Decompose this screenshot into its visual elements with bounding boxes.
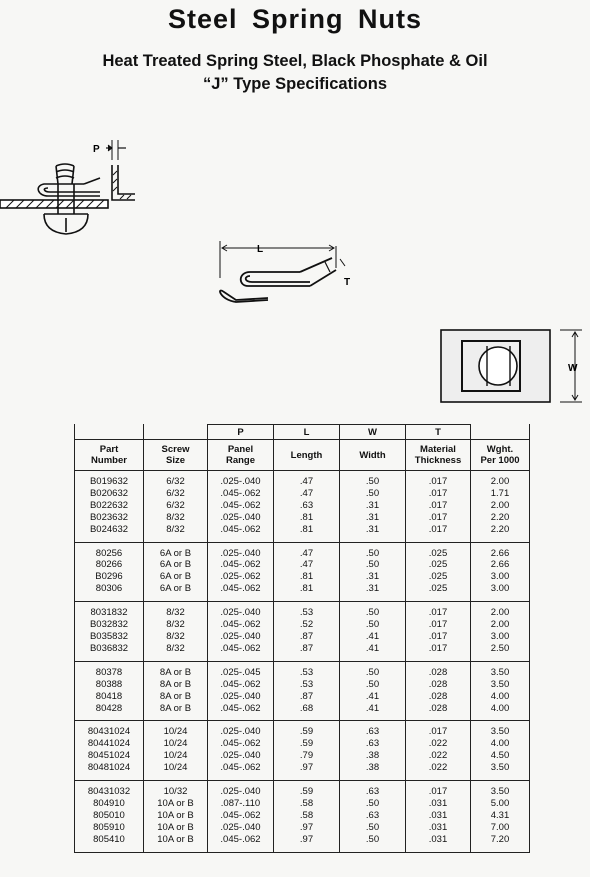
table-value: .028 [428, 690, 448, 702]
table-value: .025-.040 [220, 786, 261, 798]
table-value: .025-.040 [220, 607, 261, 619]
cell-panel-range [208, 471, 274, 543]
table-value: .52 [299, 619, 314, 631]
j-nut-side-figure [220, 241, 345, 302]
header-line: Width [359, 449, 386, 461]
table-value: B036832 [89, 642, 129, 654]
cell-width [340, 471, 406, 543]
dimension-label-l: L [257, 244, 264, 255]
header-line: Screw [161, 444, 190, 455]
cell-screw-size [144, 542, 208, 602]
cell-screw-size [144, 471, 208, 543]
table-value: .045-.062 [220, 762, 261, 774]
table-value: 10A or B [157, 821, 194, 833]
table-value: 6/32 [166, 487, 185, 499]
cell-weight-per-1000 [471, 721, 530, 781]
table-value: 80388 [95, 678, 123, 690]
table-value: .031 [428, 821, 448, 833]
table-value: .028 [428, 702, 448, 714]
table-value: 80378 [95, 666, 123, 678]
header-width [340, 440, 406, 471]
cell-part-number [75, 721, 144, 781]
table-value: .045-.062 [220, 487, 261, 499]
cell-material-thickness [406, 602, 471, 662]
table-value: 80306 [95, 583, 123, 595]
table-value: .045-.062 [220, 499, 261, 511]
table-value: 10A or B [157, 809, 194, 821]
table-value: B020632 [89, 487, 129, 499]
table-value: .50 [365, 797, 380, 809]
table-value: 4.31 [490, 809, 510, 821]
table-value: .53 [299, 607, 314, 619]
table-value: .81 [299, 571, 314, 583]
table-value: 80431024 [87, 726, 131, 738]
table-value: .025-.045 [220, 666, 261, 678]
table-value: 4.00 [490, 738, 510, 750]
table-value: .59 [299, 738, 314, 750]
table-value: .63 [365, 726, 380, 738]
table-value: 8A or B [159, 702, 192, 714]
table-value: .63 [365, 809, 380, 821]
table-value: .025-.040 [220, 630, 261, 642]
dim-header-weight-per-1000 [471, 425, 530, 440]
header-panel-range [208, 440, 274, 471]
dim-header-width: W [340, 425, 406, 440]
cell-panel-range [208, 781, 274, 853]
table-value: B019632 [89, 476, 129, 487]
table-value: 80441024 [87, 738, 131, 750]
cell-panel-range [208, 542, 274, 602]
table-value: 8A or B [159, 678, 192, 690]
table-value: 8A or B [159, 666, 192, 678]
table-value: 2.20 [490, 523, 510, 535]
table-value: .50 [365, 833, 380, 845]
table-value: .50 [365, 666, 380, 678]
header-line: Number [91, 455, 127, 466]
table-value: 3.50 [490, 666, 510, 678]
table-value: .031 [428, 797, 448, 809]
table-value: .31 [365, 499, 380, 511]
table-value: .47 [299, 487, 314, 499]
table-value: .53 [299, 678, 314, 690]
table-value: .022 [428, 762, 448, 774]
table-value: 805410 [93, 833, 125, 845]
cell-screw-size [144, 602, 208, 662]
cell-length [274, 542, 340, 602]
table-value: B0296 [95, 571, 123, 583]
table-value: B035832 [89, 630, 129, 642]
table-value: .50 [365, 821, 380, 833]
table-value: 3.50 [490, 786, 510, 798]
table-value: .97 [299, 833, 314, 845]
table-value: 805010 [93, 809, 125, 821]
table-value: 3.00 [490, 630, 510, 642]
table-value: .53 [299, 666, 314, 678]
table-value: .025-.062 [220, 571, 261, 583]
table-value: 80418 [95, 690, 123, 702]
nut-top-view-figure [441, 330, 582, 402]
table-value: .50 [365, 607, 380, 619]
dim-header-part-number [75, 425, 144, 440]
dim-header-length: L [274, 425, 340, 440]
table-value: .031 [428, 833, 448, 845]
cell-weight-per-1000 [471, 542, 530, 602]
table-value: .59 [299, 786, 314, 798]
technical-figures [0, 0, 590, 420]
table-value: .81 [299, 583, 314, 595]
header-line: Part [99, 444, 119, 455]
table-value: 10/24 [163, 726, 188, 738]
table-value: 2.66 [490, 547, 510, 559]
header-part-number [75, 440, 144, 471]
table-value: 7.00 [490, 821, 510, 833]
header-line: Per 1000 [480, 455, 520, 466]
table-value: .31 [365, 571, 380, 583]
table-value: 6A or B [159, 571, 192, 583]
table-value: .025-.040 [220, 726, 261, 738]
table-value: 1.71 [490, 487, 510, 499]
table-value: .087-.110 [220, 797, 261, 809]
table-value: .47 [299, 559, 314, 571]
table-value: 10A or B [157, 797, 194, 809]
cell-weight-per-1000 [471, 471, 530, 543]
table-value: 80451024 [87, 750, 131, 762]
cell-panel-range [208, 721, 274, 781]
header-weight-per-1000 [471, 440, 530, 471]
table-value: 3.00 [490, 583, 510, 595]
table-value: .41 [365, 690, 380, 702]
table-value: .31 [365, 523, 380, 535]
cell-width [340, 661, 406, 721]
table-value: 8/32 [166, 511, 185, 523]
cell-part-number [75, 661, 144, 721]
table-value: 8/32 [166, 619, 185, 631]
cell-length [274, 661, 340, 721]
table-value: 6A or B [159, 583, 192, 595]
table-row-group [75, 721, 530, 781]
table-value: .031 [428, 809, 448, 821]
cell-weight-per-1000 [471, 602, 530, 662]
table-value: .022 [428, 738, 448, 750]
table-value: .87 [299, 690, 314, 702]
table-value: .022 [428, 750, 448, 762]
table-value: .63 [299, 499, 314, 511]
table-value: 2.00 [490, 619, 510, 631]
cell-length [274, 721, 340, 781]
table-value: .58 [299, 797, 314, 809]
cell-length [274, 471, 340, 543]
table-value: B022632 [89, 499, 129, 511]
cell-screw-size [144, 661, 208, 721]
cell-width [340, 781, 406, 853]
table-value: 2.20 [490, 511, 510, 523]
table-value: .50 [365, 559, 380, 571]
table-value: .97 [299, 762, 314, 774]
table-value: 2.50 [490, 642, 510, 654]
header-screw-size [144, 440, 208, 471]
header-line: Range [225, 455, 256, 466]
table-value: .63 [365, 738, 380, 750]
table-value: 10/24 [163, 750, 188, 762]
table-value: .017 [428, 499, 448, 511]
table-value: 3.50 [490, 726, 510, 738]
cell-panel-range [208, 602, 274, 662]
cell-width [340, 542, 406, 602]
table-value: .045-.062 [220, 833, 261, 845]
cell-width [340, 602, 406, 662]
cell-part-number [75, 781, 144, 853]
cell-part-number [75, 542, 144, 602]
page-title: Steel Spring Nuts [167, 4, 423, 34]
table-value: 2.66 [490, 559, 510, 571]
table-value: 4.00 [490, 690, 510, 702]
table-value: .79 [299, 750, 314, 762]
header-line: Material [420, 444, 456, 455]
cell-screw-size [144, 781, 208, 853]
table-value: .017 [428, 786, 448, 798]
installed-nut-figure [0, 140, 135, 234]
table-value: 6/32 [166, 499, 185, 511]
cell-screw-size [144, 721, 208, 781]
table-value: B024632 [89, 523, 129, 535]
table-value: .81 [299, 523, 314, 535]
table-value: 6/32 [166, 476, 185, 487]
spec-table [74, 424, 530, 853]
table-value: .028 [428, 678, 448, 690]
table-value: 80256 [95, 547, 123, 559]
table-value: .38 [365, 750, 380, 762]
table-value: 2.00 [490, 499, 510, 511]
header-line: Wght. [486, 444, 514, 455]
table-value: .025 [428, 559, 448, 571]
table-value: .50 [365, 547, 380, 559]
table-row-group [75, 542, 530, 602]
table-value: .38 [365, 762, 380, 774]
table-value: 2.00 [490, 607, 510, 619]
table-value: .017 [428, 511, 448, 523]
table-value: .41 [365, 630, 380, 642]
table-row-group [75, 661, 530, 721]
table-value: .41 [365, 702, 380, 714]
table-value: .50 [365, 678, 380, 690]
subtitle-material: Heat Treated Spring Steel, Black Phosphate & Oil [102, 52, 488, 70]
table-value: .58 [299, 809, 314, 821]
table-value: 80481024 [87, 762, 131, 774]
table-value: .017 [428, 476, 448, 487]
table-value: 10A or B [157, 833, 194, 845]
table-value: 8/32 [166, 523, 185, 535]
table-value: 804910 [93, 797, 125, 809]
cell-material-thickness [406, 661, 471, 721]
cell-material-thickness [406, 542, 471, 602]
table-value: 10/24 [163, 738, 188, 750]
table-value: 10/32 [163, 786, 188, 798]
table-value: .68 [299, 702, 314, 714]
table-value: .017 [428, 487, 448, 499]
table-value: 6A or B [159, 559, 192, 571]
table-value: 8/32 [166, 630, 185, 642]
header-material-thickness [406, 440, 471, 471]
table-value: .31 [365, 583, 380, 595]
table-value: .025-.040 [220, 547, 261, 559]
table-value: 6A or B [159, 547, 192, 559]
table-value: .017 [428, 726, 448, 738]
table-value: 80428 [95, 702, 123, 714]
table-value: .045-.062 [220, 523, 261, 535]
cell-length [274, 781, 340, 853]
table-value: .025-.040 [220, 821, 261, 833]
table-value: .47 [299, 547, 314, 559]
table-value: .017 [428, 642, 448, 654]
table-value: 3.50 [490, 762, 510, 774]
dim-header-screw-size [144, 425, 208, 440]
table-value: .47 [299, 476, 314, 487]
dim-header-material-thickness: T [406, 425, 471, 440]
spec-table-container [74, 424, 529, 853]
table-value: 3.50 [490, 678, 510, 690]
table-value: .045-.062 [220, 678, 261, 690]
table-value: .045-.062 [220, 702, 261, 714]
table-value: .045-.062 [220, 619, 261, 631]
cell-weight-per-1000 [471, 781, 530, 853]
table-value: .025-.040 [220, 690, 261, 702]
header-line: Size [165, 455, 185, 466]
table-value: 5.00 [490, 797, 510, 809]
table-value: .017 [428, 607, 448, 619]
table-value: .045-.062 [220, 559, 261, 571]
table-value: .50 [365, 476, 380, 487]
table-row-group [75, 781, 530, 853]
cell-material-thickness [406, 471, 471, 543]
cell-panel-range [208, 661, 274, 721]
table-value: 2.00 [490, 476, 510, 487]
table-value: .81 [299, 511, 314, 523]
table-value: .50 [365, 487, 380, 499]
table-value: .045-.062 [220, 583, 261, 595]
table-value: 3.00 [490, 571, 510, 583]
table-value: .025-.040 [220, 750, 261, 762]
dimension-label-w: W [568, 363, 578, 374]
column-header-row [75, 440, 530, 471]
dim-header-panel-range: P [208, 425, 274, 440]
table-value: 8/32 [166, 607, 185, 619]
table-value: 8A or B [159, 690, 192, 702]
table-value: .50 [365, 619, 380, 631]
table-value: 7.20 [490, 833, 510, 845]
cell-weight-per-1000 [471, 661, 530, 721]
table-value: .017 [428, 619, 448, 631]
table-value: 4.50 [490, 750, 510, 762]
table-value: .025 [428, 547, 448, 559]
dimension-label-t: T [344, 277, 351, 288]
cell-length [274, 602, 340, 662]
table-row-group [75, 602, 530, 662]
table-value: .017 [428, 523, 448, 535]
table-value: .97 [299, 821, 314, 833]
dimension-label-p: P [93, 144, 100, 155]
subtitle-type: “J” Type Specifications [203, 75, 387, 93]
header-line: Length [290, 449, 323, 461]
table-value: 80266 [95, 559, 123, 571]
table-value: B023632 [89, 511, 129, 523]
table-value: .028 [428, 666, 448, 678]
table-value: .63 [365, 786, 380, 798]
table-value: 8031832 [90, 607, 128, 619]
cell-part-number [75, 602, 144, 662]
cell-width [340, 721, 406, 781]
table-value: .31 [365, 511, 380, 523]
header-line: Panel [227, 444, 254, 455]
table-value: .045-.062 [220, 642, 261, 654]
cell-part-number [75, 471, 144, 543]
table-value: .045-.062 [220, 809, 261, 821]
table-value: B032832 [89, 619, 129, 631]
table-value: .025-.040 [220, 476, 261, 487]
table-value: .87 [299, 642, 314, 654]
table-value: .87 [299, 630, 314, 642]
cell-material-thickness [406, 781, 471, 853]
table-value: .025-.040 [220, 511, 261, 523]
header-line: Thickness [414, 455, 462, 466]
table-value: 10/24 [163, 762, 188, 774]
cell-material-thickness [406, 721, 471, 781]
table-value: .59 [299, 726, 314, 738]
table-value: 80431032 [87, 786, 131, 798]
table-value: 805910 [93, 821, 125, 833]
table-value: .025 [428, 583, 448, 595]
table-value: .045-.062 [220, 738, 261, 750]
header-length [274, 440, 340, 471]
table-value: 4.00 [490, 702, 510, 714]
table-value: .025 [428, 571, 448, 583]
table-value: .41 [365, 642, 380, 654]
table-value: .017 [428, 630, 448, 642]
dimension-header-row [75, 425, 530, 440]
table-row-group [75, 471, 530, 543]
table-value: 8/32 [166, 642, 185, 654]
